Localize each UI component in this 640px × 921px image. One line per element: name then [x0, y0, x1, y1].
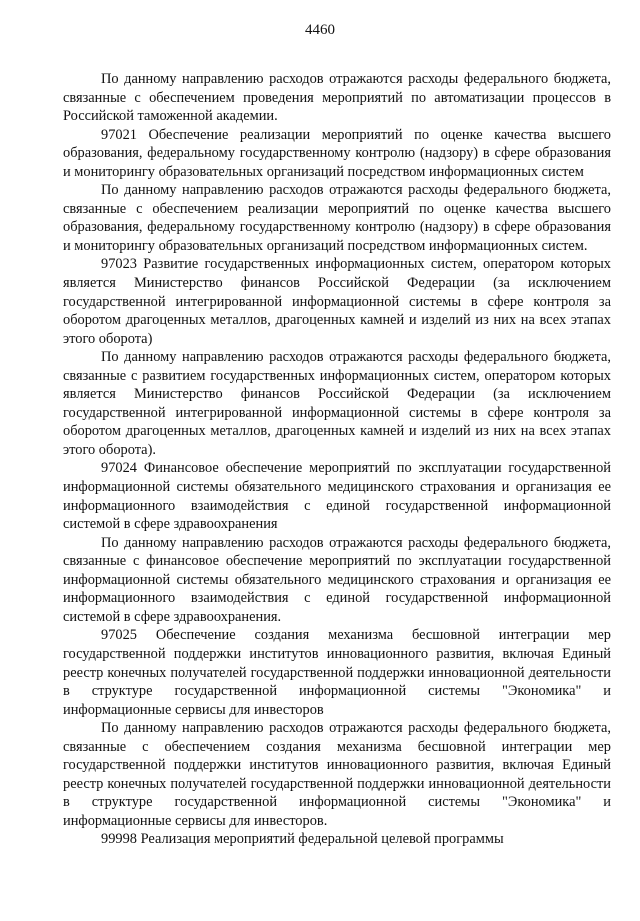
page-number: 4460 — [305, 22, 335, 38]
heading-97024: 97024 Финансовое обеспечение мероприятий по эксплуатации государственной информационной системы обязательного медицинского страхования и организация ее информационного взаимодействия с единой государственной информационной системой в сфере здравоохранения — [63, 460, 611, 533]
heading-97021: 97021 Обеспечение реализации мероприятий по оценке качества высшего образования, федеральному государственному контролю (надзору) в сфере образования и мониторингу образовательных организаций посредством информационных систем — [63, 126, 611, 180]
paragraph-97023-description: По данному направлению расходов отражаются расходы федерального бюджета, связанные с развитием государственных информационных систем, оператором которых является Министерство финансов Российской Федерации (за исключением государственной интегрированной информационной системы в сфере контроля за оборотом драгоценных металлов, драгоценных камней и изделий из них на всех этапах этого оборота). — [63, 349, 611, 458]
document-body — [63, 70, 611, 849]
heading-99998: 99998 Реализация мероприятий федеральной целевой программы — [101, 831, 504, 848]
heading-97025: 97025 Обеспечение создания механизма бесшовной интеграции мер государственной поддержки институтов инновационного развития, включая Единый реестр конечных получателей государственной поддержки инновационной деятельности в структуре государственной информационной системы "Экономика" и информационные сервисы для инвесторов — [63, 627, 611, 718]
paragraph-97025-description: По данному направлению расходов отражаются расходы федерального бюджета, связанные с обеспечением создания механизма бесшовной интеграции мер государственной поддержки институтов инновационного развития, включая Единый реестр конечных получателей государственной поддержки инновационной деятельности в структуре государственной информационной системы "Экономика" и информационные сервисы для инвесторов. — [63, 720, 611, 829]
paragraph-97024-description: По данному направлению расходов отражаются расходы федерального бюджета, связанные с финансовое обеспечение мероприятий по эксплуатации государственной информационной системы обязательного медицинского страхования и организация ее информационного взаимодействия с единой государственной информационной системой в сфере здравоохранения. — [63, 534, 611, 625]
paragraph-97021-description: По данному направлению расходов отражаются расходы федерального бюджета, связанные с обеспечением реализации мероприятий по оценке качества высшего образования, федеральному государственному контролю (надзору) в сфере образования и мониторингу образовательных организаций посредством информационных систем. — [63, 182, 611, 254]
heading-97023: 97023 Развитие государственных информационных систем, оператором которых является Министерство финансов Российской Федерации (за исключением государственной интегрированной информационной системы в сфере контроля за оборотом драгоценных металлов, драгоценных камней и изделий из них на всех этапах этого оборота) — [63, 256, 611, 347]
paragraph-automation-customs-academy: По данному направлению расходов отражаются расходы федерального бюджета, связанные с обеспечением проведения мероприятий по автоматизации процессов в Российской таможенной академии. — [63, 71, 611, 125]
